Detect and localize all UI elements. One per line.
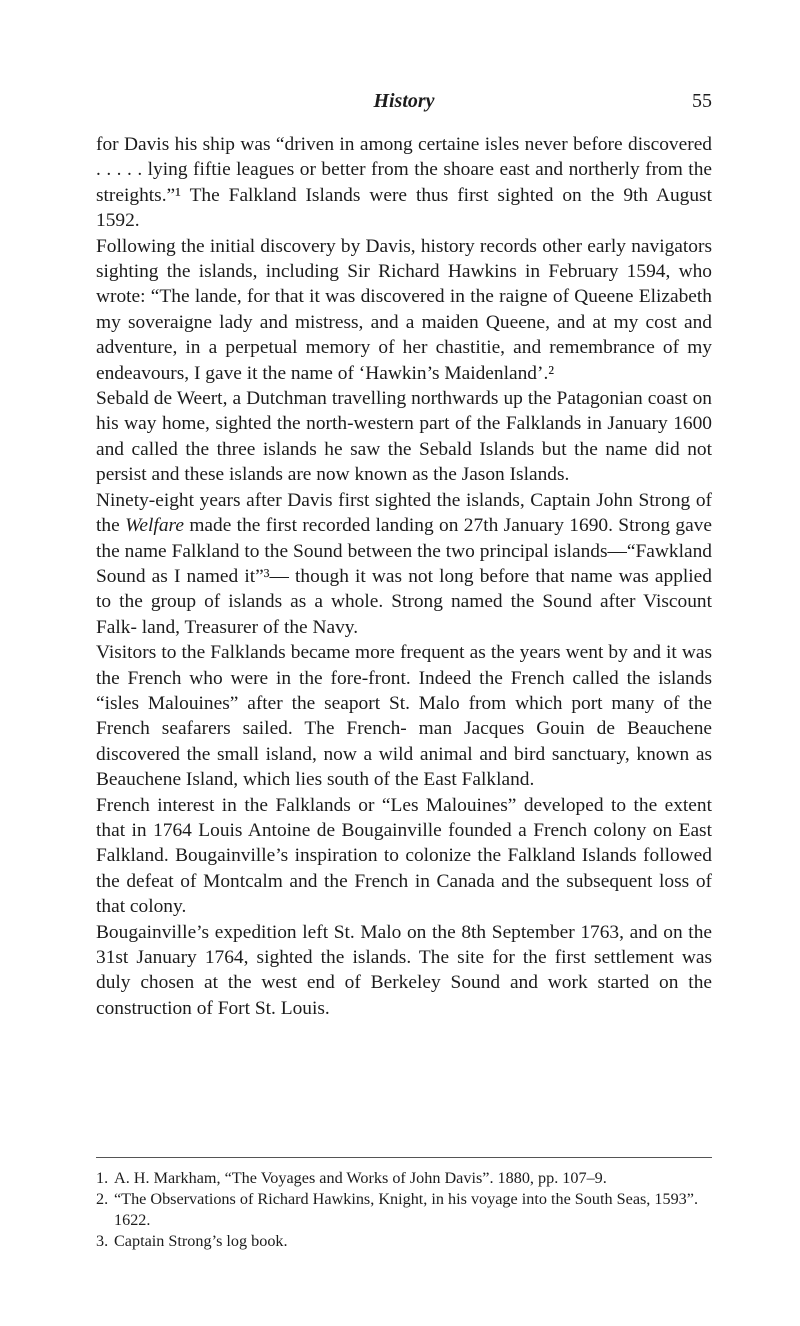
paragraph: Visitors to the Falklands became more frequent as the years went by and it was the French who were in the fore-front. Indeed the French called the islands “isles Malouines” after the seaport St. Malo from which port many of the French seafarers sailed. The French- man Jacques Gouin de Beauchene discovered the small island, now a wild animal and bird sanctuary, known as Beauchene Island, which lies south of the East Falkland. <box>96 642 712 791</box>
paragraph <box>96 488 712 640</box>
paragraph-text: Ninety-eight years after Davis first sighted the islands, Captain John Strong of the <box>96 489 712 537</box>
footnote-text: Captain Strong’s log book. <box>114 1232 288 1250</box>
ship-name: Welfare <box>125 515 184 537</box>
paragraph: Following the initial discovery by Davis, history records other early navigators sighting the islands, including Sir Richard Hawkins in February 1594, who wrote: “The lande, for that it was discovered in the raigne of Queene Elizabeth my soveraigne lady and mistress, and a maiden Queene, and at my cost and adventure, in a perpetual memory of her chastitie, and remembrance of my endeavours, I gave it the name of ‘Hawkin’s Maidenland’.² <box>96 235 712 384</box>
footnote-text: “The Observations of Richard Hawkins, Knight, in his voyage into the South Seas, 1593”. 1622. <box>114 1190 699 1229</box>
paragraph-text: made the first recorded landing on 27th January 1690. Strong gave the name Falkland to the Sound between the two principal islands—“Fawkland Sound as I named it”³— though it was not long before that name was applied to the group of islands as a whole. Strong named the Sound after Viscount Falk- land, Treasurer of the Navy. <box>96 515 712 638</box>
paragraph: Sebald de Weert, a Dutchman travelling northwards up the Patagonian coast on his way home, sighted the north-western part of the Falklands in January 1600 and called the three islands he saw the Sebald Islands but the name did not persist and these islands are now known as the Jason Islands. <box>96 388 712 486</box>
footnote-number: 3. <box>96 1232 109 1250</box>
paragraph: Bougainville’s expedition left St. Malo on the 8th September 1763, and on the 31st January 1764, sighted the islands. The site for the first settlement was duly chosen at the west end of Berkeley Sound and work started on the construction of Fort St. Louis. <box>96 921 712 1019</box>
footnote <box>96 1189 712 1231</box>
footnote <box>96 1168 712 1189</box>
body-text <box>96 132 712 1021</box>
paragraph: French interest in the Falklands or “Les Malouines” developed to the extent that in 1764 Louis Antoine de Bougainville founded a French colony on East Falkland. Bougainville’s inspiration to colonize the Falkland Islands followed the defeat of Montcalm and the French in Canada and the subsequent loss of that colony. <box>96 794 712 918</box>
footnote-number: 2. <box>96 1190 109 1208</box>
page-header <box>96 88 712 118</box>
footnote-number: 1. <box>96 1169 109 1187</box>
footnote-divider <box>96 1157 712 1158</box>
footnote <box>96 1231 712 1252</box>
footnote-text: A. H. Markham, “The Voyages and Works of John Davis”. 1880, pp. 107–9. <box>114 1169 607 1187</box>
paragraph: for Davis his ship was “driven in among certaine isles never before discovered . . . . . lying fiftie leagues or better from the shoare east and northerly from the streights.”¹ The Falkland Islands were thus first sighted on the 9th August 1592. <box>96 134 712 232</box>
footnotes <box>96 1168 712 1252</box>
page-number: 55 <box>692 90 712 112</box>
running-title: History <box>373 90 435 112</box>
